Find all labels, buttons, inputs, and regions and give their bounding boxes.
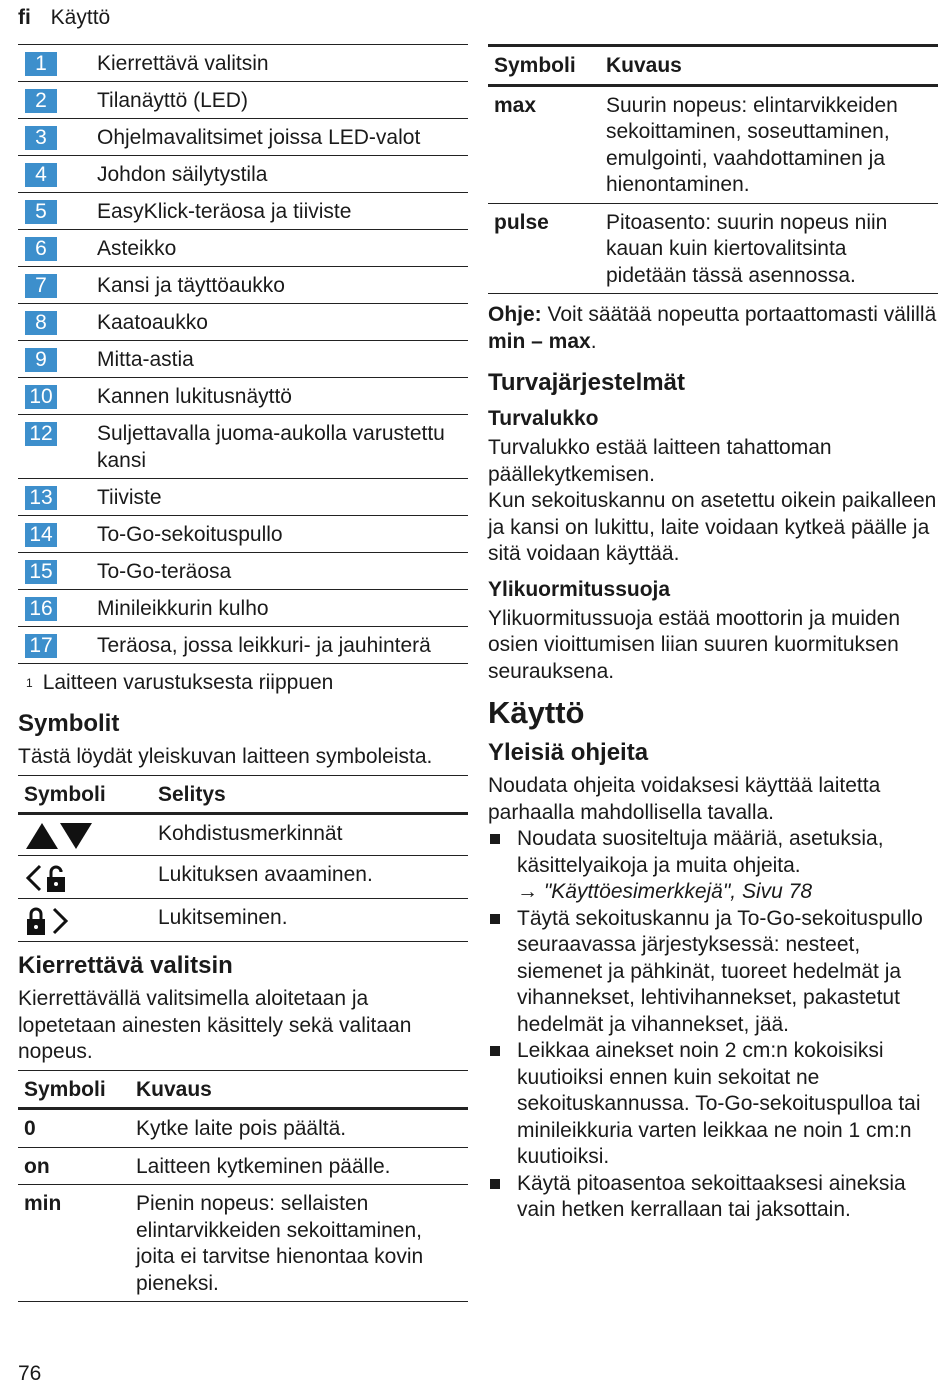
rotary-desc: Pitoasento: suurin nopeus niin kauan kuin kiertovalitsinta pidetään tässä asennossa.: [606, 210, 888, 287]
part-row: [18, 156, 468, 193]
col-symbol: Symboli: [24, 1077, 106, 1101]
bullet-text: Täytä sekoituskannu ja To-Go-sekoituspullo seuraavassa järjestyksessä: nesteet, siemenet ja pähkinät, tuoreet hedelmät ja vihannekset, lehtivihannekset, pakastetut hedelmät ja vihannekset, jää.: [517, 906, 923, 1036]
footnote-mark: 1: [26, 676, 33, 690]
rotary-table: [18, 1070, 468, 1303]
bullet-square-icon: [490, 1046, 500, 1056]
col-symbol: Symboli: [24, 782, 106, 806]
part-number-badge: 5: [25, 200, 57, 224]
part-number-badge: 7: [25, 274, 57, 298]
rotary-intro: Kierrettävällä valitsimella aloitetaan ja lopetetaan ainesten käsittely sekä valitaan nopeus.: [18, 987, 412, 1063]
part-label: Tiiviste: [97, 486, 162, 509]
cross-reference-link[interactable]: → "Käyttöesimerkkejä", Sivu 78: [517, 880, 813, 903]
part-number-badge: 3: [25, 126, 57, 150]
symbol-row: [18, 814, 468, 856]
bullet-text: Käytä pitoasentoa sekoittaaksesi aineksia vain hetken kerrallaan tai jaksottain.: [517, 1171, 906, 1221]
rotary-symbol: pulse: [494, 210, 549, 234]
part-row: [18, 627, 468, 664]
symbol-desc: Lukitseminen.: [158, 906, 288, 929]
part-row: [18, 415, 468, 479]
part-row: [18, 230, 468, 267]
speed-note: [488, 302, 938, 355]
part-number-badge: 13: [25, 486, 57, 510]
rotary-heading: Kierrettävä valitsin: [18, 952, 233, 979]
part-number-badge: 14: [25, 523, 57, 547]
part-row: [18, 119, 468, 156]
col-description: Selitys: [158, 782, 226, 806]
part-number-badge: 10: [25, 385, 57, 409]
part-number-badge: 8: [25, 311, 57, 335]
note-text: Voit säätää nopeutta portaattomasti välillä: [541, 303, 937, 326]
parts-list: [18, 44, 468, 664]
part-label: Kannen lukitusnäyttö: [97, 385, 292, 408]
rotary-desc: Laitteen kytkeminen päälle.: [136, 1154, 391, 1178]
bullet-item: [488, 826, 938, 906]
symbols-intro: Tästä löydät yleiskuvan laitteen symboleista.: [18, 745, 433, 768]
part-label: Kansi ja täyttöaukko: [97, 274, 285, 297]
bullet-item: [488, 1171, 938, 1224]
page-number: 76: [18, 1362, 42, 1385]
part-number-badge: 1: [25, 52, 57, 76]
part-row: [18, 193, 468, 230]
header-title: Käyttö: [50, 6, 111, 29]
part-number-badge: 12: [25, 422, 57, 446]
part-row: [18, 45, 468, 82]
symbol-row: [18, 899, 468, 942]
symbols-heading: Symbolit: [18, 710, 120, 737]
rotary-desc: Pienin nopeus: sellaisten elintarvikkeiden sekoittaminen, joita ei tarvitse hienontaa kovin pieneksi.: [136, 1192, 424, 1295]
part-number-badge: 16: [25, 597, 57, 621]
lock-heading: Turvalukko: [488, 407, 599, 430]
symbol-desc: Lukituksen avaaminen.: [158, 863, 373, 886]
part-row: [18, 378, 468, 415]
part-label: Teräosa, jossa leikkuri- ja jauhinterä: [97, 634, 431, 657]
bullet-text: Leikkaa ainekset noin 2 cm:n kokoisiksi kuutioiksi ennen kuin sekoitat ne sekoituskannussa. To-Go-sekoituspulloa tai minileikkuria varten leikkaa ne noin 1 cm:n kuutioiksi.: [517, 1039, 921, 1168]
general-heading: Yleisiä ohjeita: [488, 739, 649, 766]
unlock-icon: [18, 856, 152, 899]
part-label: Ohjelmavalitsimet joissa LED-valot: [97, 126, 421, 149]
symbol-desc: Kohdistusmerkinnät: [158, 822, 343, 845]
rotary-table-continued: [488, 44, 938, 294]
part-label: EasyKlick-teräosa ja tiiviste: [97, 200, 352, 223]
symbols-table-header: [18, 775, 468, 814]
bullet-square-icon: [490, 834, 500, 844]
part-label: Suljettavalla juoma-aukolla varustettu kansi: [97, 422, 445, 472]
rotary-row: [488, 203, 938, 294]
part-row: [18, 82, 468, 119]
part-row: [18, 341, 468, 378]
rotary-symbol: min: [24, 1192, 62, 1215]
lock-text-2: Kun sekoituskannu on asetettu oikein paikalleen ja kansi on lukittu, laite voidaan kytkeä päälle ja sitä voidaan käyttää.: [488, 489, 937, 565]
part-number-badge: 2: [25, 89, 57, 113]
footnote: [18, 670, 468, 696]
part-row: [18, 516, 468, 553]
lock-text: Turvalukko estää laitteen tahattoman päällekytkemisen.: [488, 436, 832, 486]
part-number-badge: 4: [25, 163, 57, 187]
part-row: [18, 479, 468, 516]
safety-heading: Turvajärjestelmät: [488, 369, 685, 396]
part-label: To-Go-sekoituspullo: [97, 523, 283, 546]
part-label: To-Go-teräosa: [97, 560, 232, 583]
part-label: Minileikkurin kulho: [97, 597, 269, 620]
rotary-table-header: [18, 1070, 468, 1109]
usage-bullets: [488, 826, 938, 1224]
col-description: Kuvaus: [136, 1077, 212, 1101]
rotary-row: [18, 1185, 468, 1302]
usage-intro: Noudata ohjeita voidaksesi käyttää laitetta parhaalla mahdollisella tavalla.: [488, 774, 881, 824]
language-code: fi: [18, 6, 31, 29]
rotary-row: [18, 1147, 468, 1185]
bullet-item: [488, 906, 938, 1039]
rotary-symbol: max: [494, 93, 537, 117]
bullet-item: [488, 1038, 938, 1171]
part-label: Asteikko: [97, 237, 177, 260]
part-row: [18, 553, 468, 590]
left-column: [18, 44, 468, 1302]
part-label: Kaatoaukko: [97, 311, 208, 334]
bullet-square-icon: [490, 1179, 500, 1189]
note-label: Ohje:: [488, 303, 542, 326]
rotary-symbol: on: [24, 1154, 50, 1178]
part-row: [18, 304, 468, 341]
part-number-badge: 6: [25, 237, 57, 261]
part-label: Johdon säilytystila: [97, 163, 268, 186]
footnote-text: Laitteen varustuksesta riippuen: [42, 671, 334, 694]
part-row: [18, 590, 468, 627]
rotary-row: [18, 1109, 468, 1148]
part-label: Tilanäyttö (LED): [97, 89, 248, 112]
part-row: [18, 267, 468, 304]
part-number-badge: 17: [25, 634, 57, 658]
right-column: [488, 44, 938, 1224]
col-description: Kuvaus: [606, 54, 682, 77]
part-label: Mitta-astia: [97, 348, 194, 371]
overload-heading: Ylikuormitussuoja: [488, 577, 671, 601]
note-range: min – max: [488, 329, 591, 353]
alignment-triangles-icon: [18, 814, 152, 856]
symbols-table: [18, 775, 468, 943]
part-number-badge: 15: [25, 560, 57, 584]
rotary-desc: Suurin nopeus: elintarvikkeiden sekoittaminen, soseuttaminen, emulgointi, vaahdottaminen ja hienontaminen.: [606, 93, 898, 196]
part-number-badge: 9: [25, 348, 57, 372]
rotary-row: [488, 85, 938, 203]
lock-icon: [18, 899, 152, 942]
note-end: .: [590, 329, 597, 353]
col-symbol: Symboli: [494, 54, 576, 77]
usage-heading: Käyttö: [488, 695, 585, 730]
rotary-symbol: 0: [24, 1117, 36, 1140]
bullet-square-icon: [490, 914, 500, 924]
bullet-text: Noudata suositeltuja määriä, asetuksia, käsittelyaikoja ja muita ohjeita.: [517, 827, 884, 877]
symbol-row: [18, 856, 468, 899]
part-label: Kierrettävä valitsin: [97, 52, 269, 75]
rotary-desc: Kytke laite pois päältä.: [136, 1117, 347, 1140]
overload-text: Ylikuormitussuoja estää moottorin ja muiden osien vioittumisen liian suuren kuormituksen seurauksena.: [488, 606, 901, 683]
rotary-table-header: [488, 46, 938, 86]
page-header: [18, 6, 110, 30]
